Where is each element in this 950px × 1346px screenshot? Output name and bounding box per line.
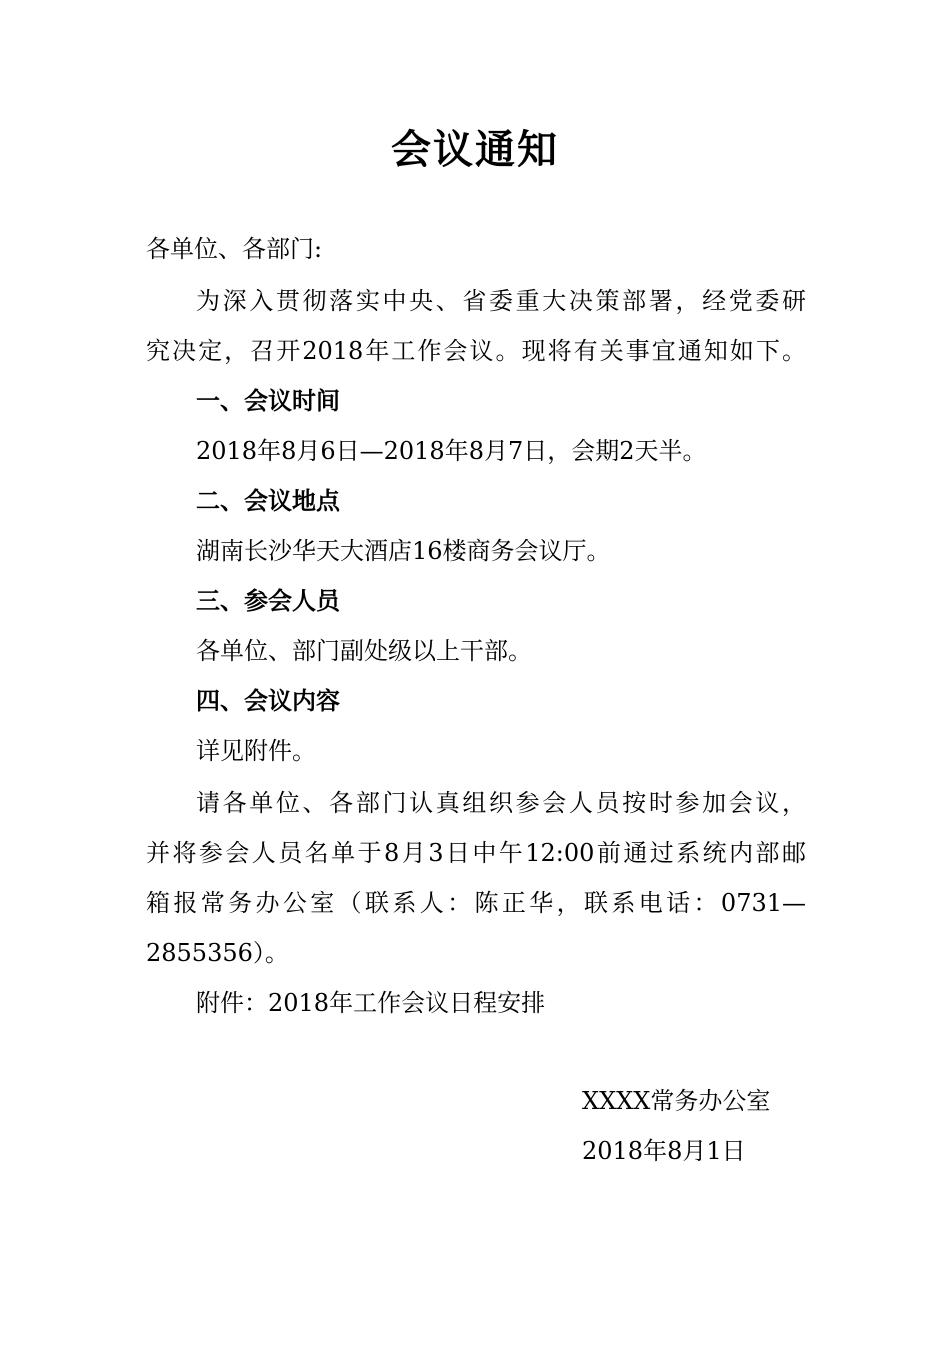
section-heading-location: 二、会议地点 (196, 487, 340, 515)
closing-line-3: 箱报常务办公室（联系人：陈正华，联系电话：0731— (146, 889, 806, 917)
section-heading-time: 一、会议时间 (196, 387, 340, 415)
section-heading-content: 四、会议内容 (196, 687, 340, 715)
intro-line-1: 为深入贯彻落实中央、省委重大决策部署，经党委研 (196, 287, 806, 315)
section-body-attendees: 各单位、部门副处级以上干部。 (196, 637, 532, 665)
section-body-content: 详见附件。 (196, 737, 316, 765)
section-heading-attendees: 三、参会人员 (196, 587, 340, 615)
section-body-location: 湖南长沙华天大酒店16楼商务会议厅。 (196, 537, 611, 565)
attachment-note: 附件：2018年工作会议日程安排 (196, 989, 546, 1017)
closing-line-4: 2855356）。 (146, 939, 289, 967)
signature-org: XXXX常务办公室 (582, 1087, 771, 1115)
document-title: 会议通知 (391, 127, 559, 173)
closing-line-1: 请各单位、各部门认真组织参会人员按时参加会议， (196, 789, 806, 817)
closing-line-2: 并将参会人员名单于8月3日中午12:00前通过系统内部邮 (146, 839, 806, 867)
signature-date: 2018年8月1日 (582, 1137, 746, 1165)
intro-line-2: 究决定，召开2018年工作会议。现将有关事宜通知如下。 (146, 337, 806, 365)
salutation: 各单位、各部门: (146, 235, 323, 263)
section-body-time: 2018年8月6日—2018年8月7日，会期2天半。 (196, 437, 707, 465)
